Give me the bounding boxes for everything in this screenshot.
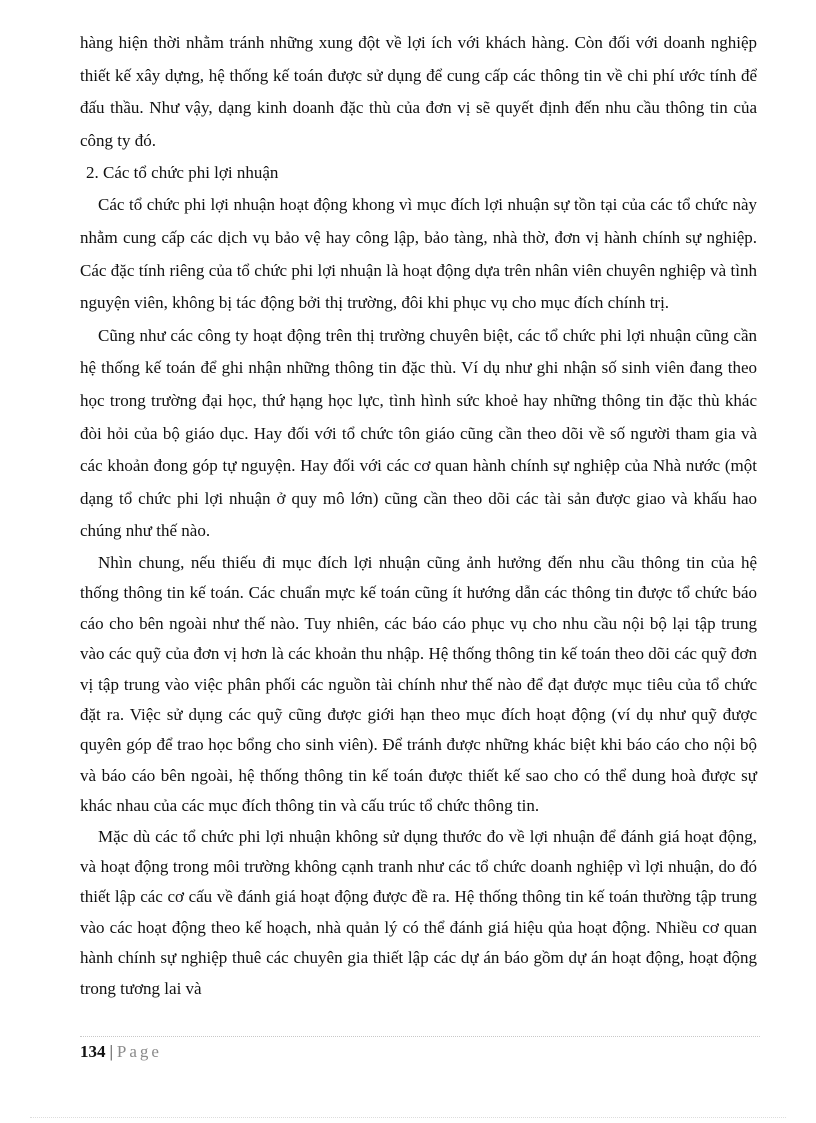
paragraph-nonprofit-accounting: Cũng như các công ty hoạt động trên thị trường chuyên biệt, các tổ chức phi lợi nhuận cũng cần hệ thống kế toán để ghi nhận những thông tin đặc thù. Ví dụ như ghi nhận số sinh viên đang theo học trong trường đại học, thứ hạng học lực, tình hình sức khoẻ hay những thông tin đặc thù khác đòi hỏi của bộ giáo dục. Hay đối với tổ chức tôn giáo cũng cần theo dõi về số người tham gia và các khoản đong góp tự nguyện. Hay đối với các cơ quan hành chính sự nghiệp của Nhà nước (một dạng tổ chức phi lợi nhuận ở quy mô lớn) cũng cần theo dõi các tài sản được giao và khấu hao chúng như thế nào. [80, 325, 757, 541]
page-number: 134 [80, 1042, 106, 1061]
page-bottom-border [30, 1117, 786, 1118]
paragraph-profit-motive: Nhìn chung, nếu thiếu đi mục đích lợi nhuận cũng ảnh hưởng đến nhu cầu thông tin của hệ thống thông tin kế toán. Các chuẩn mực kế toán cũng ít hướng dẫn các thông tin được tổ chức báo cáo cho bên ngoài như thế nào. Tuy nhiên, các báo cáo phục vụ cho nhu cầu nội bộ lại tập trung vào các quỹ của đơn vị hơn là các khoản thu nhập. Hệ thống thông tin kế toán theo dõi các quỹ đơn vị tập trung vào việc phân phối các nguồn tài chính như thế nào để đạt được mục tiêu của tổ chức đặt ra. Việc sử dụng các quỹ cũng được giới hạn theo mục đích hoạt động (ví dụ như quỹ được quyên góp để trao học bổng cho sinh viên). Để tránh được những khác biệt khi báo cáo cho nội bộ và báo cáo bên ngoài, hệ thống thông tin kế toán được thiết kế sao cho có thể dung hoà được sự khác nhau của các mục đích thông tin và cấu trúc tổ chức thông tin. [80, 552, 757, 816]
page-footer [80, 1038, 162, 1066]
page-label: Page [116, 1042, 162, 1061]
section-heading: 2. Các tổ chức phi lợi nhuận [86, 163, 279, 183]
footer-divider [80, 1036, 760, 1037]
paragraph-nonprofit-definition: Các tổ chức phi lợi nhuận hoạt động khong vì mục đích lợi nhuận sự tồn tại của các tổ chức này nhằm cung cấp các dịch vụ bảo vệ hay công lập, bảo tàng, nhà thờ, đơn vị hành chính sự nghiệp. Các đặc tính riêng của tổ chức phi lợi nhuận là hoạt động dựa trên nhân viên chuyên nghiệp và tình nguyện viên, không bị tác động bởi thị trường, đôi khi phục vụ cho mục đích chính trị. [80, 195, 757, 313]
paragraph-performance-evaluation: Mặc dù các tổ chức phi lợi nhuận không sử dụng thước đo về lợi nhuận để đánh giá hoạt động, và hoạt động trong môi trường không cạnh tranh như các tổ chức doanh nghiệp vì lợi nhuận, do đó thiết lập các cơ cấu về đánh giá hoạt động được đề ra. Hệ thống thông tin kế toán thường tập trung vào các hoạt động theo kế hoạch, nhà quản lý có thể đánh giá hiệu qủa hoạt động. Nhiều cơ quan hành chính sự nghiệp thuê các chuyên gia thiết lập các dự án báo gồm dự án hoạt động, hoạt động trong tương lai và [80, 826, 757, 998]
page-body [80, 27, 757, 1004]
paragraph-business-needs: hàng hiện thời nhằm tránh những xung đột về lợi ích với khách hàng. Còn đối với doanh nghiệp thiết kế xây dựng, hệ thống kế toán được sử dụng để cung cấp các thông tin về chi phí ước tính để đấu thầu. Như vậy, dạng kinh doanh đặc thù của đơn vị sẽ quyết định đến nhu cầu thông tin của công ty đó. [80, 33, 757, 150]
footer-separator: | [109, 1042, 113, 1061]
